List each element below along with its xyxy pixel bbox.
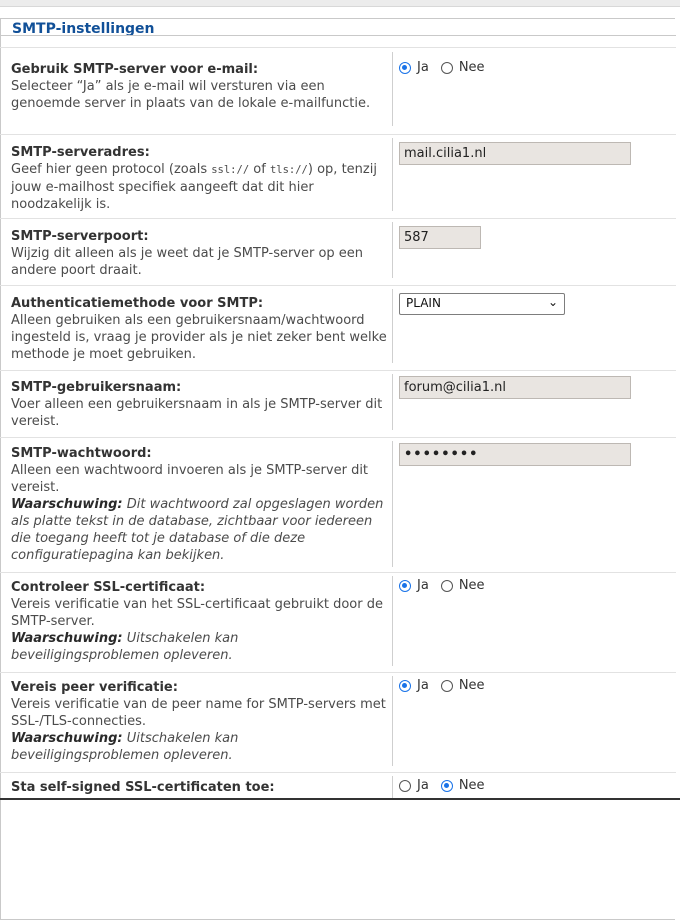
smtp-host-label bbox=[11, 144, 387, 213]
smtp-username-input[interactable]: forum@cilia1.nl bbox=[399, 376, 631, 399]
column-divider bbox=[392, 776, 393, 800]
column-divider bbox=[392, 441, 393, 567]
top-bar bbox=[0, 0, 680, 7]
select-value: PLAIN bbox=[406, 296, 441, 310]
field-title: SMTP-serveradres: bbox=[11, 145, 150, 160]
use-smtp-label bbox=[11, 61, 387, 112]
row-separator bbox=[0, 772, 676, 773]
field-title: Vereis peer verificatie: bbox=[11, 680, 178, 695]
field-explain: Vereis verificatie van het SSL-certificaat gebruikt door de SMTP-server. bbox=[11, 597, 383, 629]
field-title: SMTP-gebruikersnaam: bbox=[11, 380, 182, 395]
use-smtp-radio-group bbox=[399, 60, 497, 75]
verify-ssl-radio-group bbox=[399, 578, 497, 593]
smtp-port-label bbox=[11, 228, 387, 279]
verify-ssl-label bbox=[11, 579, 387, 664]
warning-text: Dit wachtwoord zal opgeslagen worden als platte tekst in de database, zichtbaar voor iedereen die toegang heeft tot je database of die deze configuratiepagina kan bekijken. bbox=[11, 497, 384, 563]
radio-label: Ja bbox=[417, 678, 429, 693]
column-divider bbox=[392, 52, 393, 126]
warning-label: Waarschuwing: bbox=[11, 631, 123, 646]
verify-peer-radio-group bbox=[399, 678, 497, 693]
column-divider bbox=[392, 676, 393, 766]
allow-self-signed-no-radio[interactable] bbox=[441, 780, 453, 792]
row-separator bbox=[0, 285, 676, 286]
column-divider bbox=[392, 138, 393, 211]
row-separator bbox=[0, 437, 676, 438]
warning-text: Uitschakelen kan beveiligingsproblemen opleveren. bbox=[11, 631, 239, 663]
row-separator bbox=[0, 672, 676, 673]
warning-label: Waarschuwing: bbox=[11, 731, 123, 746]
field-title: Gebruik SMTP-server voor e-mail: bbox=[11, 62, 259, 77]
column-divider bbox=[392, 576, 393, 666]
radio-label: Ja bbox=[417, 60, 429, 75]
field-title: Controleer SSL-certificaat: bbox=[11, 580, 206, 595]
smtp-password-label bbox=[11, 445, 387, 564]
legend-underline bbox=[0, 35, 676, 36]
column-divider bbox=[392, 289, 393, 363]
field-explain: Geef hier geen protocol (zoals ssl:// of tls://) op, tenzij jouw e-mailhost specifiek aangeeft dat dit hier noodzakelijk is. bbox=[11, 162, 377, 212]
field-explain: Wijzig dit alleen als je weet dat je SMTP-server op een andere poort draait. bbox=[11, 246, 364, 278]
field-title: SMTP-wachtwoord: bbox=[11, 446, 152, 461]
radio-label: Ja bbox=[417, 578, 429, 593]
radio-label: Nee bbox=[458, 778, 485, 793]
verify-peer-yes-radio[interactable] bbox=[399, 680, 411, 692]
smtp-auth-method-select[interactable] bbox=[399, 293, 565, 315]
row-separator bbox=[0, 218, 676, 219]
row-separator bbox=[0, 134, 676, 135]
chevron-down-icon: ⌄ bbox=[547, 295, 558, 309]
radio-label: Nee bbox=[458, 678, 485, 693]
column-divider bbox=[392, 222, 393, 278]
warning-text: Uitschakelen kan beveiligingsproblemen opleveren. bbox=[11, 731, 239, 763]
field-explain: Vereis verificatie van de peer name for SMTP-servers met SSL-/TLS-connecties. bbox=[11, 697, 386, 729]
radio-label: Nee bbox=[458, 60, 485, 75]
smtp-host-input[interactable]: mail.cilia1.nl bbox=[399, 142, 631, 165]
section-legend: SMTP-instellingen bbox=[12, 21, 155, 37]
row-separator bbox=[0, 370, 676, 371]
row-separator bbox=[0, 572, 676, 573]
field-title: Sta self-signed SSL-certificaten toe: bbox=[11, 780, 275, 795]
verify-peer-label bbox=[11, 679, 387, 764]
verify-ssl-no-radio[interactable] bbox=[441, 580, 453, 592]
allow-self-signed-yes-radio[interactable] bbox=[399, 780, 411, 792]
column-divider bbox=[392, 374, 393, 430]
smtp-password-input[interactable]: •••••••• bbox=[399, 443, 631, 466]
use-smtp-yes-radio[interactable] bbox=[399, 62, 411, 74]
use-smtp-no-radio[interactable] bbox=[441, 62, 453, 74]
smtp-username-label bbox=[11, 379, 387, 430]
smtp-port-input[interactable]: 587 bbox=[399, 226, 481, 249]
warning-label: Waarschuwing: bbox=[11, 497, 123, 512]
field-explain: Alleen een wachtwoord invoeren als je SMTP-server dit vereist. bbox=[11, 463, 369, 495]
radio-label: Ja bbox=[417, 778, 429, 793]
field-title: Authenticatiemethode voor SMTP: bbox=[11, 296, 264, 311]
row-separator bbox=[0, 47, 676, 48]
radio-label: Nee bbox=[458, 578, 485, 593]
smtp-auth-method-label bbox=[11, 295, 387, 363]
field-explain: Selecteer “Ja” als je e-mail wil versturen via een genoemde server in plaats van de lokale e-mailfunctie. bbox=[11, 79, 371, 111]
allow-self-signed-radio-group bbox=[399, 778, 497, 793]
verify-peer-no-radio[interactable] bbox=[441, 680, 453, 692]
field-title: SMTP-serverpoort: bbox=[11, 229, 149, 244]
allow-self-signed-label bbox=[11, 779, 387, 796]
field-explain: Voer alleen een gebruikersnaam in als je SMTP-server dit vereist. bbox=[11, 397, 383, 429]
verify-ssl-yes-radio[interactable] bbox=[399, 580, 411, 592]
field-explain: Alleen gebruiken als een gebruikersnaam/wachtwoord ingesteld is, vraag je provider als je niet zeker bent welke methode je moet gebruiken. bbox=[11, 313, 387, 362]
